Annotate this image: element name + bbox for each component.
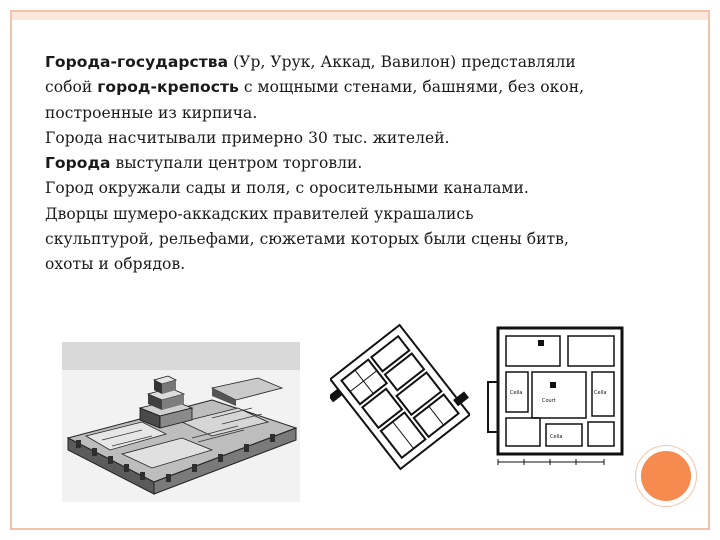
text-line: [45, 176, 685, 201]
body-text: [45, 50, 685, 278]
city-reconstruction-image: [62, 342, 300, 502]
text-line: [45, 75, 685, 100]
text-segment: выступали центром торговли.: [110, 154, 363, 173]
text-line: [45, 50, 685, 75]
text-line: [45, 101, 685, 126]
text-segment: Город окружали сады и поля, с оросительными каналами.: [45, 179, 529, 198]
text-segment: собой: [45, 78, 98, 97]
bold-term: Города: [45, 154, 111, 173]
text-segment: Дворцы шумеро-аккадских правителей украшались: [45, 204, 474, 223]
temple-floor-plan-icon: [484, 322, 626, 470]
temple-label-1: Cella: [510, 390, 523, 396]
temple-label-2: Cella: [594, 390, 607, 396]
text-segment: с мощными стенами, башнями, без окон,: [238, 78, 585, 97]
bold-term: Города-государства: [45, 53, 229, 71]
decorative-orange-circle: [636, 446, 696, 506]
city-reconstruction-drawing-icon: [62, 342, 300, 502]
text-segment: (Ур, Урук, Аккад, Вавилон) представляли: [228, 53, 576, 71]
text-segment: построенные из кирпича.: [45, 103, 258, 122]
temple-label-4: Court: [542, 398, 556, 404]
palace-plan-image: [330, 322, 470, 472]
text-line: [45, 126, 685, 151]
temple-plan-image: [484, 322, 626, 470]
text-segment: скульптурой, рельефами, сюжетами которых были сцены битв,: [45, 230, 569, 249]
text-line: [45, 227, 685, 252]
temple-label-3: Cella: [550, 434, 563, 440]
text-segment: Города насчитывали примерно 30 тыс. жителей.: [45, 128, 450, 147]
text-line: [45, 252, 685, 277]
palace-floor-plan-icon: [330, 322, 470, 472]
text-line: [45, 151, 685, 176]
text-segment: охоты и обрядов.: [45, 255, 186, 274]
text-line: [45, 202, 685, 227]
bold-term: город-крепость: [97, 78, 239, 97]
